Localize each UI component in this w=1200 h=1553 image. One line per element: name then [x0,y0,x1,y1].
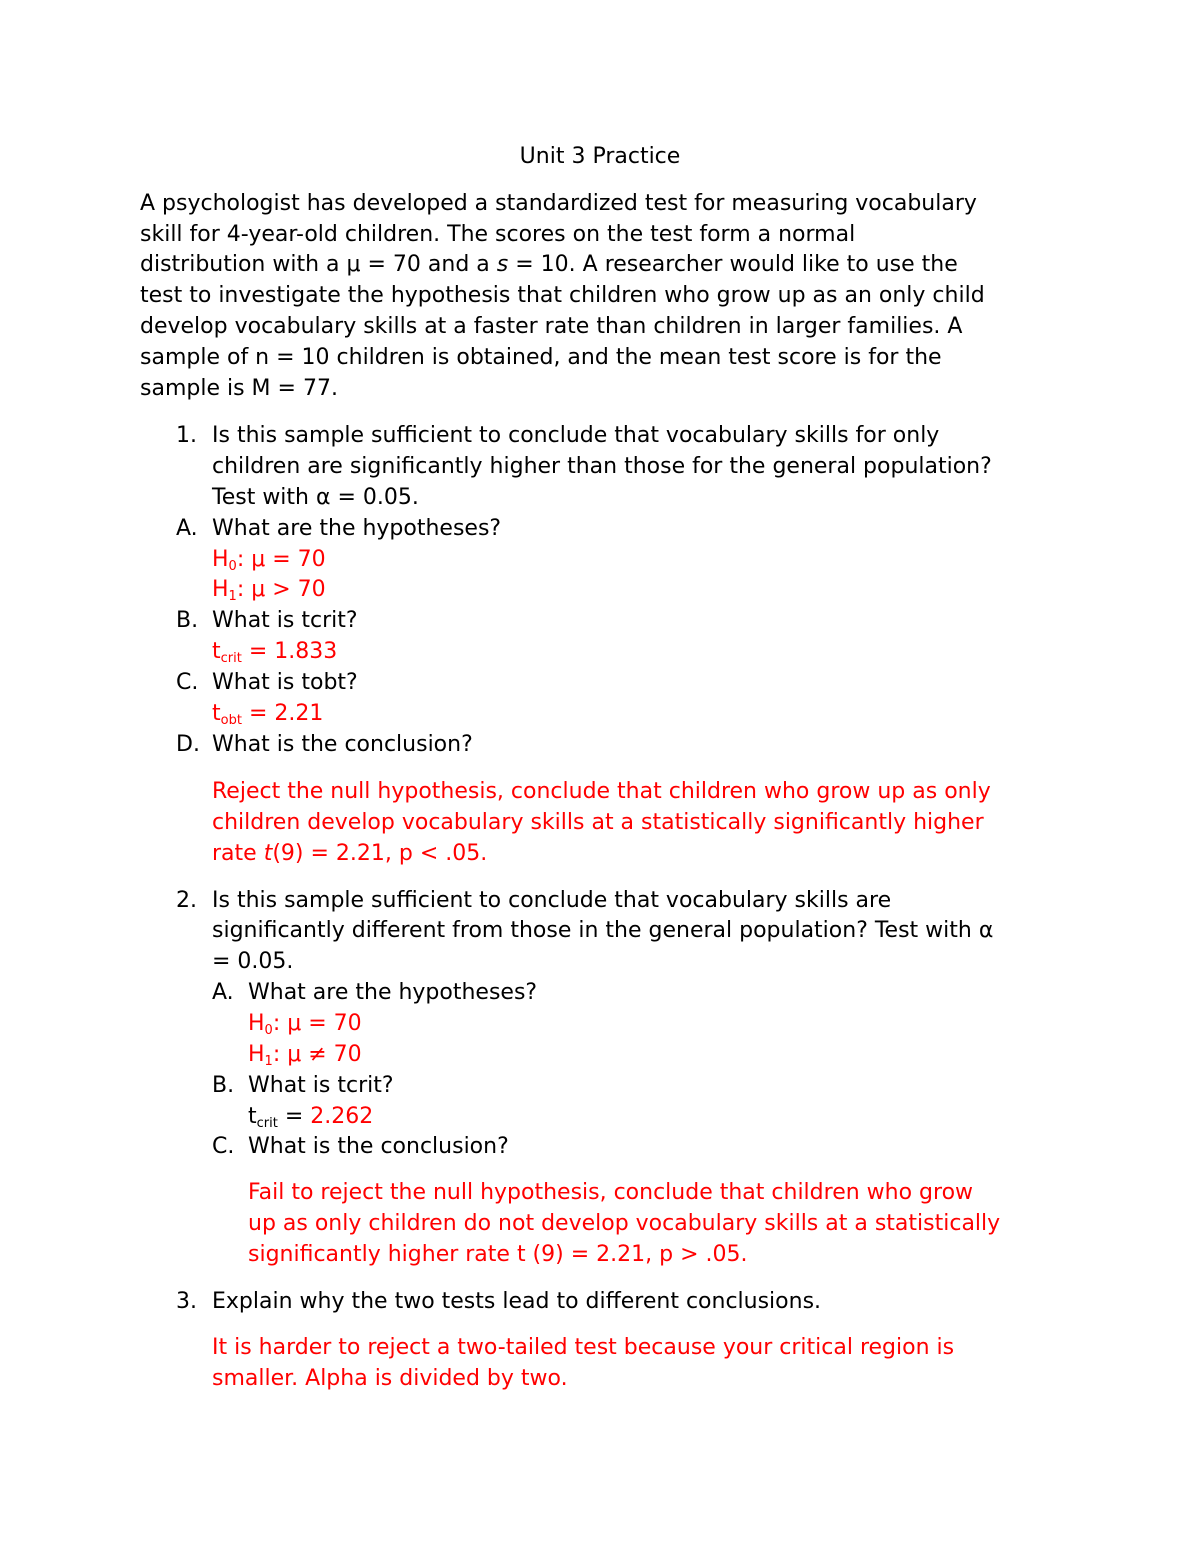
q1-b-label: B. [176,608,199,633]
q2-null-hypothesis: $H_0$: μ = 70 [248,1011,362,1038]
q2-conclusion-answer: up as only children do not develop vocabulary skills at a statistically [248,1211,1001,1236]
question-2-text: = 0.05. [212,949,294,974]
question-2-text: Is this sample sufficient to conclude that vocabulary skills are [212,888,892,913]
q2-alt-hypothesis: $H_1$: μ ≠ 70 [248,1042,362,1069]
q2-a-label: A. [212,980,234,1005]
q3-answer: It is harder to reject a two-tailed test because your critical region is [212,1335,955,1360]
question-1-number: 1. [176,423,197,448]
q1-tcrit-answer: $t_{crit} = 1.833$ [212,639,338,666]
question-2-text: significantly different from those in the general population? Test with α [212,918,994,943]
intro-line: sample of n = 10 children is obtained, and the mean test score is for the [140,345,942,370]
q2-a-text: What are the hypotheses? [248,980,538,1005]
q1-a-label: A. [176,516,198,541]
q2-b-label: B. [212,1073,235,1098]
question-3-number: 3. [176,1289,197,1314]
intro-line: test to investigate the hypothesis that children who grow up as an only child [140,283,985,308]
q1-b-text: What is tcrit? [212,608,358,633]
intro-line: skill for 4-year-old children. The scores on the test form a normal [140,222,856,247]
question-1-text: Test with α = 0.05. [212,485,419,510]
question-1-text: Is this sample sufficient to conclude that vocabulary skills for only [212,423,940,448]
q2-c-label: C. [212,1134,235,1159]
q1-d-text: What is the conclusion? [212,732,473,757]
intro-line: develop vocabulary skills at a faster rate than children in larger families. A [140,314,963,339]
q2-c-text: What is the conclusion? [248,1134,509,1159]
q1-d-label: D. [176,732,200,757]
question-1-text: children are significantly higher than those for the general population? [212,454,992,479]
question-2-number: 2. [176,888,197,913]
q1-conclusion-answer: rate t(9) = 2.21, p < .05. [212,841,488,866]
q2-b-text: What is tcrit? [248,1073,394,1098]
intro-line: distribution with a μ = 70 and a s = 10. A researcher would like to use the [140,252,958,277]
q2-tcrit-answer: $t_{crit} = 2.262$ [248,1104,374,1131]
q1-conclusion-answer: children develop vocabulary skills at a statistically significantly higher [212,810,984,835]
q2-conclusion-answer: Fail to reject the null hypothesis, conclude that children who grow [248,1180,974,1205]
q1-a-text: What are the hypotheses? [212,516,502,541]
intro-line: A psychologist has developed a standardized test for measuring vocabulary [140,191,977,216]
page-title: Unit 3 Practice [519,144,681,169]
q1-alt-hypothesis: $H_1$: μ > 70 [212,577,326,604]
q1-tobt-answer: $t_{obt} = 2.21$ [212,701,324,728]
q1-c-label: C. [176,670,199,695]
q2-conclusion-answer: significantly higher rate t (9) = 2.21, p > .05. [248,1242,748,1267]
q3-answer: smaller. Alpha is divided by two. [212,1366,568,1391]
question-3-text: Explain why the two tests lead to different conclusions. [212,1289,822,1314]
intro-line: sample is M = 77. [140,376,338,401]
q1-c-text: What is tobt? [212,670,358,695]
q1-null-hypothesis: $H_0$: μ = 70 [212,547,326,574]
q1-conclusion-answer: Reject the null hypothesis, conclude that children who grow up as only [212,779,991,804]
